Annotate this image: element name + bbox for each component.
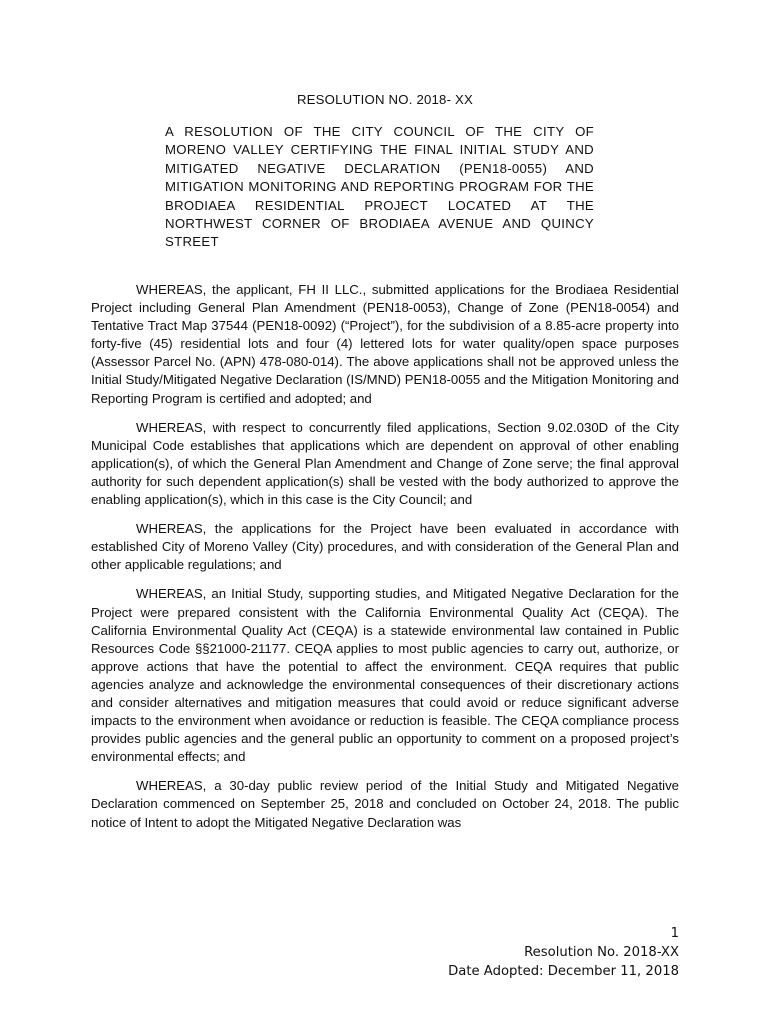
whereas-paragraph-concurrent-applications: WHEREAS, with respect to concurrently filed applications, Section 9.02.030D of the City Municipal Code establishes that applications which are dependent on approval of other enabling application(s), of which the General Plan Amendment and Change of Zone serve; the final approval authority for such dependent application(s) shall be vested with the body authorized to approve the enabling application(s), which in this case is the City Council; and — [91, 419, 679, 508]
footer-resolution-label: Resolution No. 2018-XX — [524, 945, 679, 960]
page-footer — [448, 924, 679, 981]
footer-date-adopted: Date Adopted: December 11, 2018 — [448, 964, 679, 979]
document-body — [91, 281, 679, 843]
page-number: 1 — [670, 926, 679, 941]
whereas-paragraph-public-review: WHEREAS, a 30-day public review period of the Initial Study and Mitigated Negative Declaration commenced on September 25, 2018 and concluded on October 24, 2018. The public notice of Intent to adopt the Mitigated Negative Declaration was — [91, 778, 679, 830]
whereas-paragraph-evaluation: WHEREAS, the applications for the Project have been evaluated in accordance with established City of Moreno Valley (City) procedures, and with consideration of the General Plan and other applicable regulations; and — [91, 521, 679, 573]
whereas-paragraph-applicant: WHEREAS, the applicant, FH II LLC., submitted applications for the Brodiaea Residential Project including General Plan Amendment (PEN18-0053), Change of Zone (PEN18-0054) and Tentative Tract Map 37544 (PEN18-0092) (“Project”), for the subdivision of a 8.85-acre property into forty-five (45) residential lots and four (4) lettered lots for water quality/open space purposes (Assessor Parcel No. (APN) 478-080-014). The above applications shall not be approved unless the Initial Study/Mitigated Negative Declaration (IS/MND) PEN18-0055 and the Mitigation Monitoring and Reporting Program is certified and adopted; and — [91, 282, 679, 406]
resolution-title: A RESOLUTION OF THE CITY COUNCIL OF THE CITY OF MORENO VALLEY CERTIFYING THE FINAL INITIAL STUDY AND MITIGATED NEGATIVE DECLARATION (PEN18-0055) AND MITIGATION MONITORING AND REPORTING PROGRAM FOR THE BRODIAEA RESIDENTIAL PROJECT LOCATED AT THE NORTHWEST CORNER OF BRODIAEA AVENUE AND QUINCY STREET — [165, 124, 594, 250]
resolution-number: RESOLUTION NO. 2018- XX — [296, 92, 474, 107]
whereas-paragraph-ceqa: WHEREAS, an Initial Study, supporting studies, and Mitigated Negative Declaration for the Project were prepared consistent with the California Environmental Quality Act (CEQA). The California Environmental Quality Act (CEQA) is a statewide environmental law contained in Public Resources Code §§21000-21177. CEQA applies to most public agencies to carry out, authorize, or approve actions that have the potential to affect the environment. CEQA requires that public agencies analyze and acknowledge the environmental consequences of their discretionary actions and consider alternatives and mitigation measures that could avoid or reduce significant adverse impacts to the environment when avoidance or reduction is feasible. The CEQA compliance process provides public agencies and the general public an opportunity to comment on a proposed project’s environmental effects; and — [91, 586, 679, 765]
